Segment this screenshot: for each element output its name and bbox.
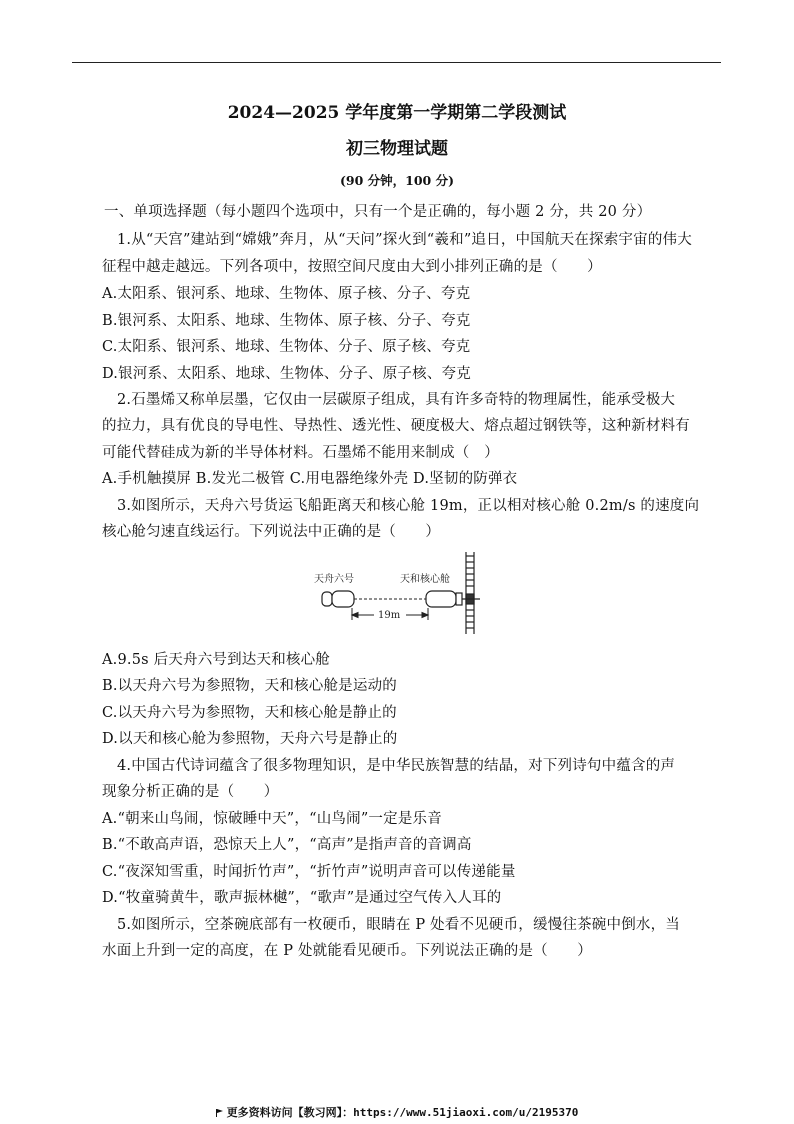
footer-link[interactable] (0, 1104, 794, 1120)
q3-option-a: A.9.5s 后天舟六号到达天和核心舱 (102, 652, 330, 668)
tianzhou-craft-icon (322, 591, 354, 607)
figure-label-tianzhou: 天舟六号 (314, 574, 354, 585)
footer-text: 更多资料访问【教习网】：https://www.51jiaoxi.com/u/2195370 (226, 1106, 579, 1119)
figure-distance-label: 19m (378, 610, 401, 621)
exam-time-score: (90 分钟，100 分) (339, 173, 455, 188)
q3-stem-line2: 核心舱匀速直线运行。下列说法中正确的是（ ） (102, 524, 441, 540)
q1-option-a: A.太阳系、银河系、地球、生物体、原子核、分子、夸克 (102, 286, 471, 302)
section-heading: 一、单项选择题（每小题四个选项中，只有一个是正确的，每小题 2 分，共 20 分） (104, 204, 652, 220)
q5-stem-line1: 5.如图所示，空茶碗底部有一枚硬币，眼睛在 P 处看不见硬币，缓慢往茶碗中倒水，当 (117, 917, 681, 933)
q3-option-b: B.以天舟六号为参照物，天和核心舱是运动的 (102, 678, 397, 694)
q4-option-c: C.“夜深知雪重，时闻折竹声”，“折竹声”说明声音可以传递能量 (102, 864, 516, 880)
q2-stem-line1: 2.石墨烯又称单层墨，它仅由一层碳原子组成，具有许多奇特的物理属性，能承受极大 (117, 392, 676, 408)
q1-stem-line2: 征程中越走越远。下列各项中，按照空间尺度由大到小排列正确的是（ ） (102, 259, 602, 275)
q1-option-b: B.银河系、太阳系、地球、生物体、原子核、分子、夸克 (102, 313, 471, 329)
q1-option-c: C.太阳系、银河系、地球、生物体、分子、原子核、夸克 (102, 339, 471, 355)
q5-stem-line2: 水面上升到一定的高度，在 P 处就能看见硬币。下列说法正确的是（ ） (102, 943, 592, 959)
q3-option-c: C.以天舟六号为参照物，天和核心舱是静止的 (102, 705, 397, 721)
q4-stem-line1: 4.中国古代诗词蕴含了很多物理知识，是中华民族智慧的结晶，对下列诗句中蕴含的声 (117, 758, 676, 774)
q4-option-d: D.“牧童骑黄牛，歌声振林樾”，“歌声”是通过空气传入人耳的 (102, 890, 502, 906)
spacecraft-docking-figure (314, 546, 484, 636)
q2-stem-line3: 可能代替硅成为新的半导体材料。石墨烯不能用来制成（ ） (102, 445, 499, 461)
exam-title: 2024—2025 学年度第一学期第二学段测试 (227, 103, 567, 123)
flag-icon (216, 1109, 223, 1117)
q3-option-d: D.以天和核心舱为参照物，天舟六号是静止的 (102, 731, 398, 747)
header-rule (72, 62, 721, 63)
exam-subject: 初三物理试题 (346, 139, 448, 159)
q1-stem-line1: 1.从“天宫”建站到“嫦娥”奔月，从“天问”探火到“羲和”追日，中国航天在探索宇宙的伟大 (117, 232, 692, 248)
q2-options: A.手机触摸屏 B.发光二极管 C.用电器绝缘外壳 D.坚韧的防弹衣 (102, 471, 518, 487)
q3-stem-line1: 3.如图所示，天舟六号货运飞船距离天和核心舱 19m，正以相对核心舱 0.2m/s 的速度向 (117, 498, 700, 514)
q4-option-a: A.“朝来山鸟闹，惊破睡中天”，“山鸟闹”一定是乐音 (102, 811, 442, 827)
q1-option-d: D.银河系、太阳系、地球、生物体、分子、原子核、夸克 (102, 366, 471, 382)
q4-stem-line2: 现象分析正确的是（ ） (102, 784, 279, 800)
figure-label-tianhe: 天和核心舱 (400, 574, 450, 585)
solar-panel-icon (462, 552, 480, 634)
q4-option-b: B.“不敢高声语，恐惊天上人”，“高声”是指声音的音调高 (102, 837, 472, 853)
q2-stem-line2: 的拉力，具有优良的导电性、导热性、透光性、硬度极大、熔点超过钢铁等，这种新材料有 (102, 418, 690, 434)
